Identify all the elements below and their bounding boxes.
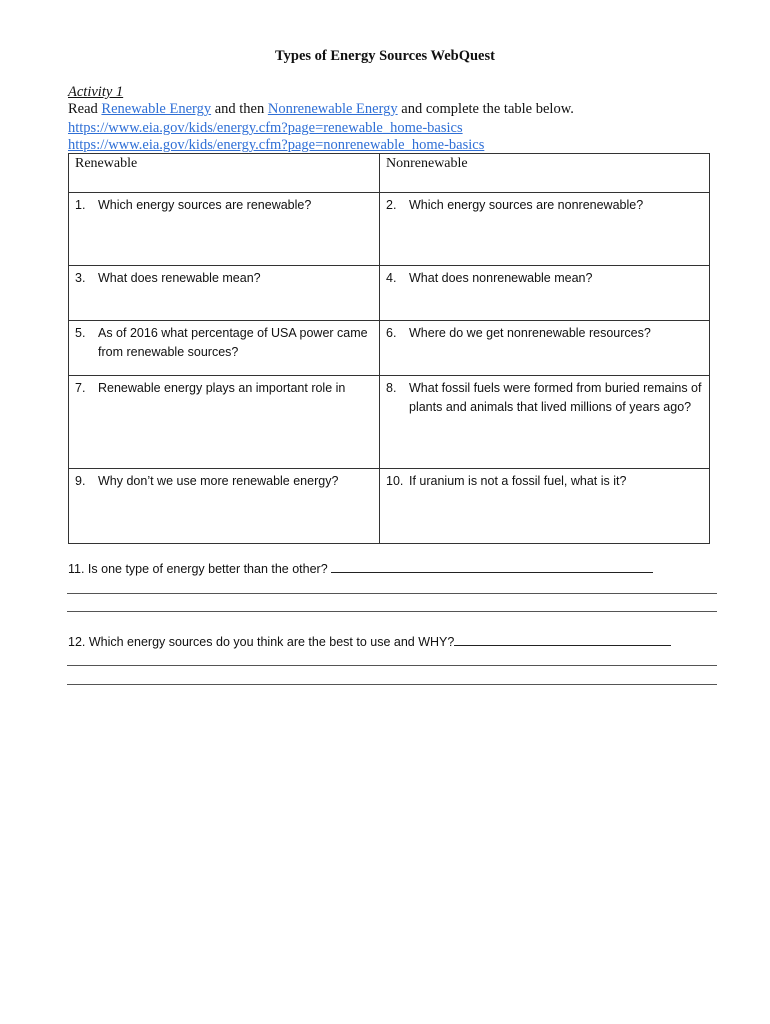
- question-text: What does nonrenewable mean?: [409, 271, 593, 285]
- question-number: 8.: [386, 381, 397, 395]
- question-number: 5.: [75, 326, 86, 340]
- question-number: 4.: [386, 271, 397, 285]
- header-nonrenewable: Nonrenewable: [380, 154, 710, 193]
- answer-cell[interactable]: [380, 193, 710, 266]
- question-12: [68, 633, 671, 649]
- question-number: 9.: [75, 474, 86, 488]
- question-1: [75, 193, 373, 215]
- table-row: [69, 266, 710, 321]
- answer-cell[interactable]: [380, 266, 710, 321]
- answer-cell[interactable]: [69, 321, 380, 376]
- answer-cell[interactable]: [380, 469, 710, 544]
- answer-cell[interactable]: [380, 321, 710, 376]
- answer-blank[interactable]: [454, 633, 671, 646]
- question-text: What fossil fuels were formed from buried remains of plants and animals that lived millions of years ago?: [409, 381, 702, 414]
- question-12-text: 12. Which energy sources do you think are the best to use and WHY?: [68, 635, 455, 649]
- question-5: [75, 321, 373, 362]
- answer-cell[interactable]: [69, 266, 380, 321]
- answer-line[interactable]: [67, 684, 717, 685]
- question-11-text: 11. Is one type of energy better than the other?: [68, 562, 328, 576]
- question-4: [386, 266, 703, 288]
- answer-blank[interactable]: [331, 560, 653, 573]
- question-7: [75, 376, 373, 398]
- question-11: [68, 560, 653, 576]
- questions-table: [68, 153, 710, 544]
- answer-cell[interactable]: [69, 193, 380, 266]
- intro-read: Read: [68, 101, 102, 117]
- intro-and-then: and then: [211, 101, 268, 117]
- page-title: Types of Energy Sources WebQuest: [275, 48, 495, 64]
- activity-heading: Activity 1: [68, 84, 124, 100]
- question-text: Why don’t we use more renewable energy?: [98, 474, 339, 488]
- question-text: Which energy sources are nonrenewable?: [409, 198, 644, 212]
- answer-cell[interactable]: [69, 376, 380, 469]
- question-number: 10.: [386, 474, 404, 488]
- table-row: [69, 321, 710, 376]
- question-2: [386, 193, 703, 215]
- question-number: 2.: [386, 198, 397, 212]
- question-text: Where do we get nonrenewable resources?: [409, 326, 651, 340]
- answer-cell[interactable]: [380, 376, 710, 469]
- answer-line[interactable]: [67, 611, 717, 612]
- question-number: 7.: [75, 381, 86, 395]
- header-renewable: Renewable: [69, 154, 380, 193]
- question-6: [386, 321, 703, 343]
- question-text: If uranium is not a fossil fuel, what is it?: [409, 474, 627, 488]
- intro-text: [68, 101, 574, 118]
- question-text: Which energy sources are renewable?: [98, 198, 312, 212]
- question-text: What does renewable mean?: [98, 271, 261, 285]
- nonrenewable-energy-link[interactable]: Nonrenewable Energy: [267, 101, 398, 117]
- question-number: 1.: [75, 198, 86, 212]
- answer-line[interactable]: [67, 665, 717, 666]
- question-text: Renewable energy plays an important role in: [98, 381, 346, 395]
- table-row: [69, 469, 710, 544]
- question-text: As of 2016 what percentage of USA power came from renewable sources?: [98, 326, 368, 359]
- question-9: [75, 469, 373, 491]
- answer-line[interactable]: [67, 593, 717, 594]
- table-row: [69, 193, 710, 266]
- table-header-row: [69, 154, 710, 193]
- question-number: 6.: [386, 326, 397, 340]
- renewable-energy-link[interactable]: Renewable Energy: [101, 101, 212, 117]
- question-10: [386, 469, 703, 491]
- intro-rest: and complete the table below.: [397, 101, 574, 117]
- table-row: [69, 376, 710, 469]
- question-number: 3.: [75, 271, 86, 285]
- renewable-url-link[interactable]: https://www.eia.gov/kids/energy.cfm?page=renewable_home-basics: [68, 120, 463, 136]
- nonrenewable-url-link[interactable]: https://www.eia.gov/kids/energy.cfm?page=nonrenewable_home-basics: [68, 137, 485, 153]
- question-3: [75, 266, 373, 288]
- question-8: [386, 376, 703, 417]
- answer-cell[interactable]: [69, 469, 380, 544]
